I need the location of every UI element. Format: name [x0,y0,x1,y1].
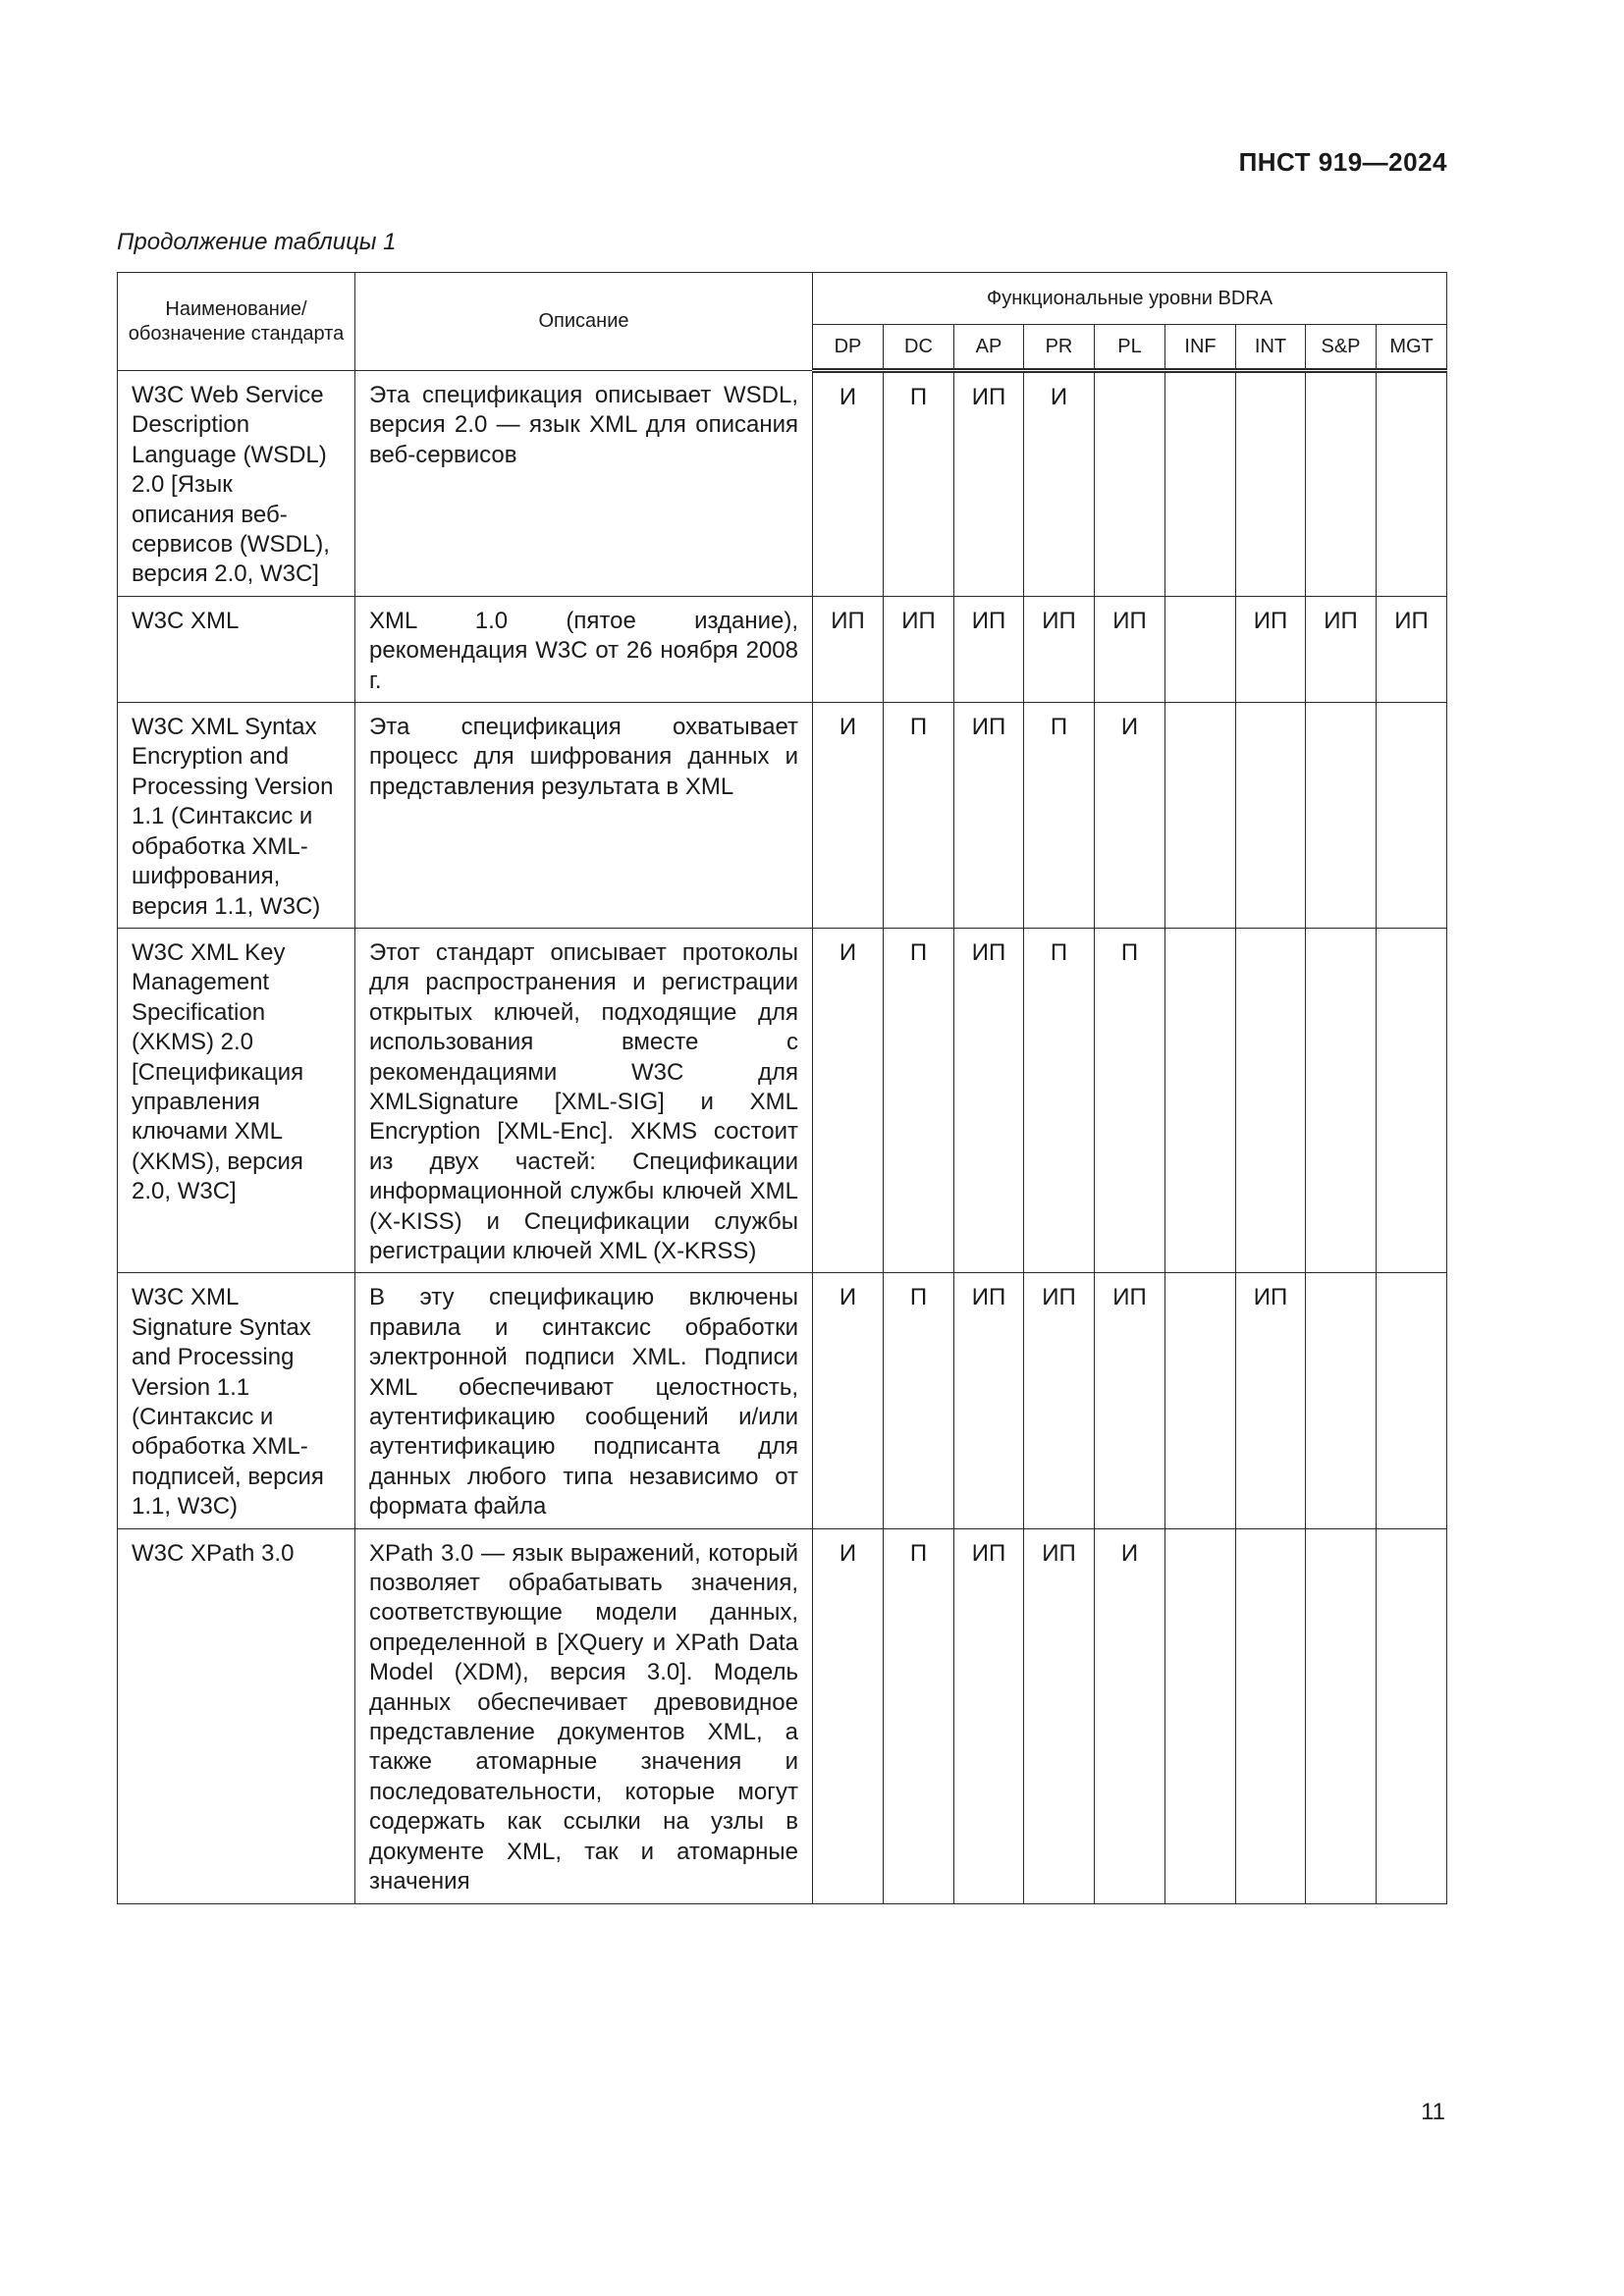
standard-description: XPath 3.0 — язык выражений, который позволяет обрабатывать значения, соответствующие модели данных, определенной в [XQuery и XPath Data Model (XDM), версия 3.0]. Модель данных обеспечивает древовидное представление документов XML, а также атомарные значения и последовательности, которые могут содержать как ссылки на узлы в документе XML, так и атомарные значения [355,1528,813,1903]
level-cell: П [884,1528,954,1903]
level-cell [1095,371,1165,597]
level-cell: ИП [1236,1273,1306,1528]
level-cell: ИП [954,1528,1024,1903]
level-cell [1236,928,1306,1272]
level-cell: ИП [1095,596,1165,702]
level-cell [1306,703,1377,929]
level-cell: ИП [954,596,1024,702]
standard-name: W3C Web Service Description Language (WSDL) 2.0 [Язык описания веб-сервисов (WSDL), версия 2.0, W3C] [118,371,355,597]
level-cell: ИП [1306,596,1377,702]
level-cell: П [884,1273,954,1528]
level-cell [1377,703,1447,929]
level-cell: ИП [954,371,1024,597]
level-cell [1306,371,1377,597]
level-cell: И [813,371,884,597]
standard-description: В эту спецификацию включены правила и синтаксис обработки электронной подписи XML. Подписи XML обеспечивают целостность, аутентификацию сообщений и/или аутентификацию подписанта для данных любого типа независимо от формата файла [355,1273,813,1528]
standard-description: Эта спецификация описывает WSDL, версия 2.0 — язык XML для описания веб-сервисов [355,371,813,597]
standard-name: W3C XML Signature Syntax and Processing Version 1.1 (Синтаксис и обработка XML-подписей, версия 1.1, W3C) [118,1273,355,1528]
table-row [118,1273,1447,1528]
level-cell: И [1024,371,1095,597]
standard-name: W3C XPath 3.0 [118,1528,355,1903]
standard-description: Этот стандарт описывает протоколы для распространения и регистрации открытых ключей, подходящие для использования вместе с рекомендациями W3C для XMLSignature [XML-SIG] и XML Encryption [XML-Enc]. XKMS состоит из двух частей: Спецификации информационной службы ключей XML (X-KISS) и Спецификации службы регистрации ключей XML (X-KRSS) [355,928,813,1272]
level-cell [1377,1273,1447,1528]
level-cell: ИП [1024,1273,1095,1528]
level-header: PR [1024,325,1095,371]
level-header: AP [954,325,1024,371]
table-row [118,703,1447,929]
level-cell: ИП [1095,1273,1165,1528]
level-cell: ИП [813,596,884,702]
level-cell [1236,703,1306,929]
level-cell [1165,596,1236,702]
level-cell [1377,928,1447,1272]
table-row [118,596,1447,702]
level-cell [1306,1528,1377,1903]
level-cell: И [813,1528,884,1903]
level-cell: ИП [1024,596,1095,702]
level-cell: И [1095,1528,1165,1903]
level-header: MGT [1377,325,1447,371]
level-cell: ИП [954,1273,1024,1528]
level-cell: И [813,1273,884,1528]
standards-table [117,272,1447,1904]
level-cell: ИП [884,596,954,702]
standard-name: W3C XML Syntax Encryption and Processing Version 1.1 (Синтаксис и обработка XML-шифрования, версия 1.1, W3C) [118,703,355,929]
level-cell: ИП [954,703,1024,929]
level-cell: И [813,703,884,929]
level-cell [1236,371,1306,597]
document-code: ПНСТ 919—2024 [1238,147,1447,177]
level-cell: П [884,928,954,1272]
level-cell [1165,371,1236,597]
table-caption: Продолжение таблицы 1 [117,229,397,255]
level-header: DP [813,325,884,371]
level-cell: ИП [954,928,1024,1272]
level-cell [1165,703,1236,929]
header-name: Наименование/ обозначение стандарта [118,273,355,371]
standard-name: W3C XML Key Management Specification (XKMS) 2.0 [Спецификация управления ключами XML (XKMS), версия 2.0, W3C] [118,928,355,1272]
level-cell: ИП [1236,596,1306,702]
level-cell [1377,1528,1447,1903]
page-number: 11 [1421,2099,1445,2125]
level-header: INF [1165,325,1236,371]
level-cell [1165,1273,1236,1528]
level-cell [1165,928,1236,1272]
level-cell [1377,371,1447,597]
table-header-row [118,273,1447,325]
level-cell: П [884,703,954,929]
level-cell: И [813,928,884,1272]
level-cell [1165,1528,1236,1903]
level-cell [1306,928,1377,1272]
header-bdra-levels: Функциональные уровни BDRA [813,273,1447,325]
level-cell: П [1024,928,1095,1272]
table-row [118,928,1447,1272]
level-cell: ИП [1377,596,1447,702]
level-header: INT [1236,325,1306,371]
level-cell [1306,1273,1377,1528]
level-header: PL [1095,325,1165,371]
table-row [118,371,1447,597]
level-cell: П [1024,703,1095,929]
standard-description: Эта спецификация охватывает процесс для шифрования данных и представления результата в XML [355,703,813,929]
level-cell: П [1095,928,1165,1272]
level-cell: И [1095,703,1165,929]
level-cell: П [884,371,954,597]
level-header: DC [884,325,954,371]
standard-description: XML 1.0 (пятое издание), рекомендация W3C от 26 ноября 2008 г. [355,596,813,702]
standard-name: W3C XML [118,596,355,702]
header-description: Описание [355,273,813,371]
table-row [118,1528,1447,1903]
level-cell [1236,1528,1306,1903]
level-cell: ИП [1024,1528,1095,1903]
level-header: S&P [1306,325,1377,371]
